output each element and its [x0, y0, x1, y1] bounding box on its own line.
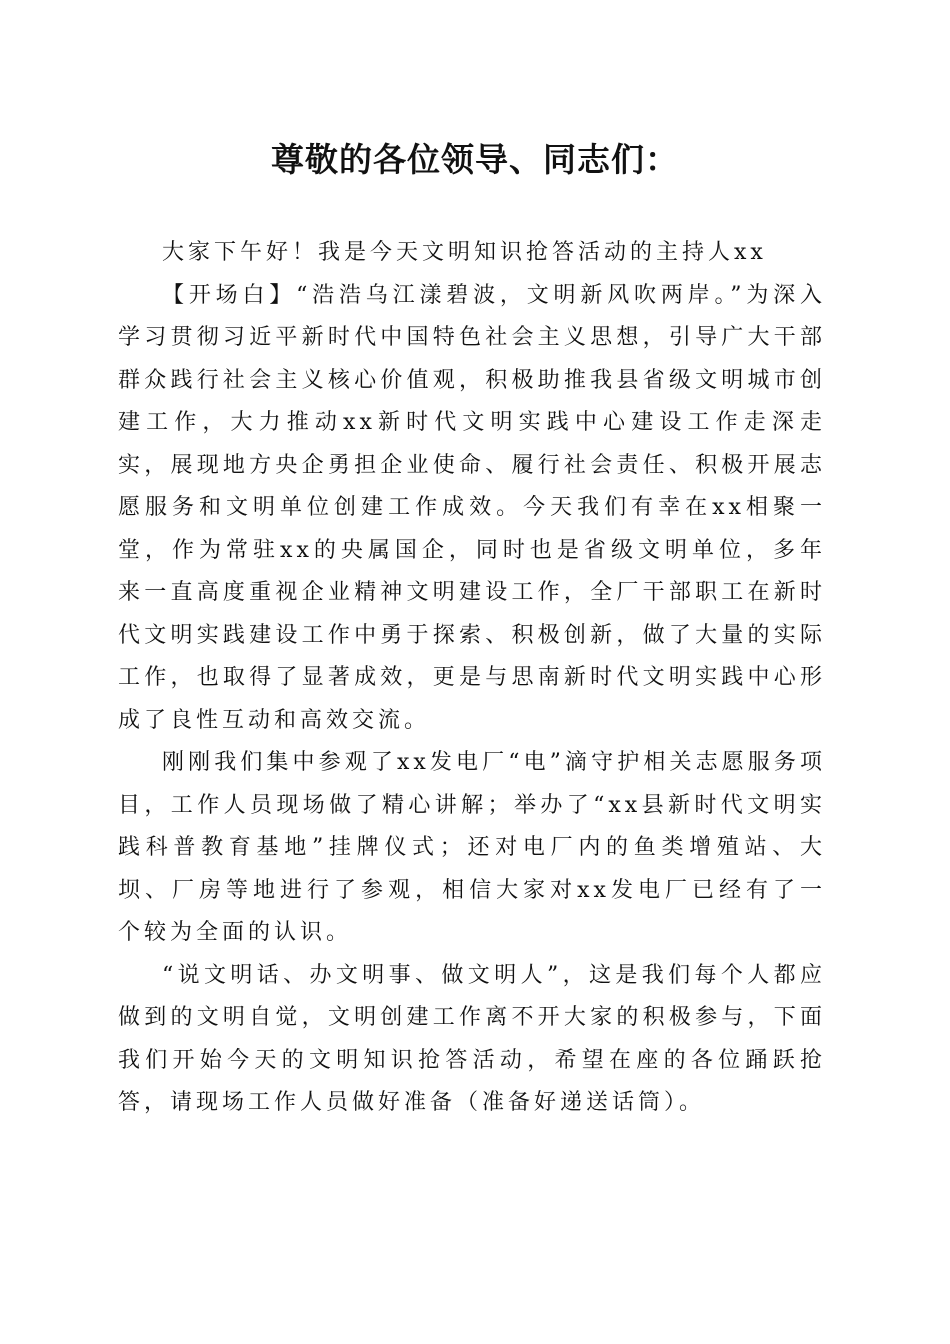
paragraph-activity: “说文明话、办文明事、做文明人”，这是我们每个人都应做到的文明自觉，文明创建工作离不开大家的积极参与，下面我们开始今天的文明知识抢答活动，希望在座的各位踊跃抢答，请现场工作人员做好准备（准备好递送话筒）。: [118, 962, 826, 1115]
document-title: 尊敬的各位领导、同志们：: [271, 140, 679, 179]
paragraph-visit: 刚刚我们集中参观了xx发电厂“电”滴守护相关志愿服务项目，工作人员现场做了精心讲解；举办了“xx县新时代文明实践科普教育基地”挂牌仪式；还对电厂内的鱼类增殖站、大坝、厂房等地进行了参观，相信大家对xx发电厂已经有了一个较为全面的认识。: [118, 750, 826, 945]
paragraph-opening: 【开场白】“浩浩乌江漾碧波，文明新风吹两岸。”为深入学习贯彻习近平新时代中国特色社会主义思想，引导广大干部群众践行社会主义核心价值观，积极助推我县省级文明城市创建工作，大力推动xx新时代文明实践中心建设工作走深走实，展现地方央企勇担企业使命、履行社会责任、积极开展志愿服务和文明单位创建工作成效。今天我们有幸在xx相聚一堂，作为常驻xx的央属国企，同时也是省级文明单位，多年来一直高度重视企业精神文明建设工作，全厂干部职工在新时代文明实践建设工作中勇于探索、积极创新，做了大量的实际工作，也取得了显著成效，更是与思南新时代文明实践中心形成了良性互动和高效交流。: [118, 282, 826, 733]
paragraph-greeting: 大家下午好！我是今天文明知识抢答活动的主持人xx: [162, 240, 767, 265]
document-body: [118, 232, 826, 1125]
